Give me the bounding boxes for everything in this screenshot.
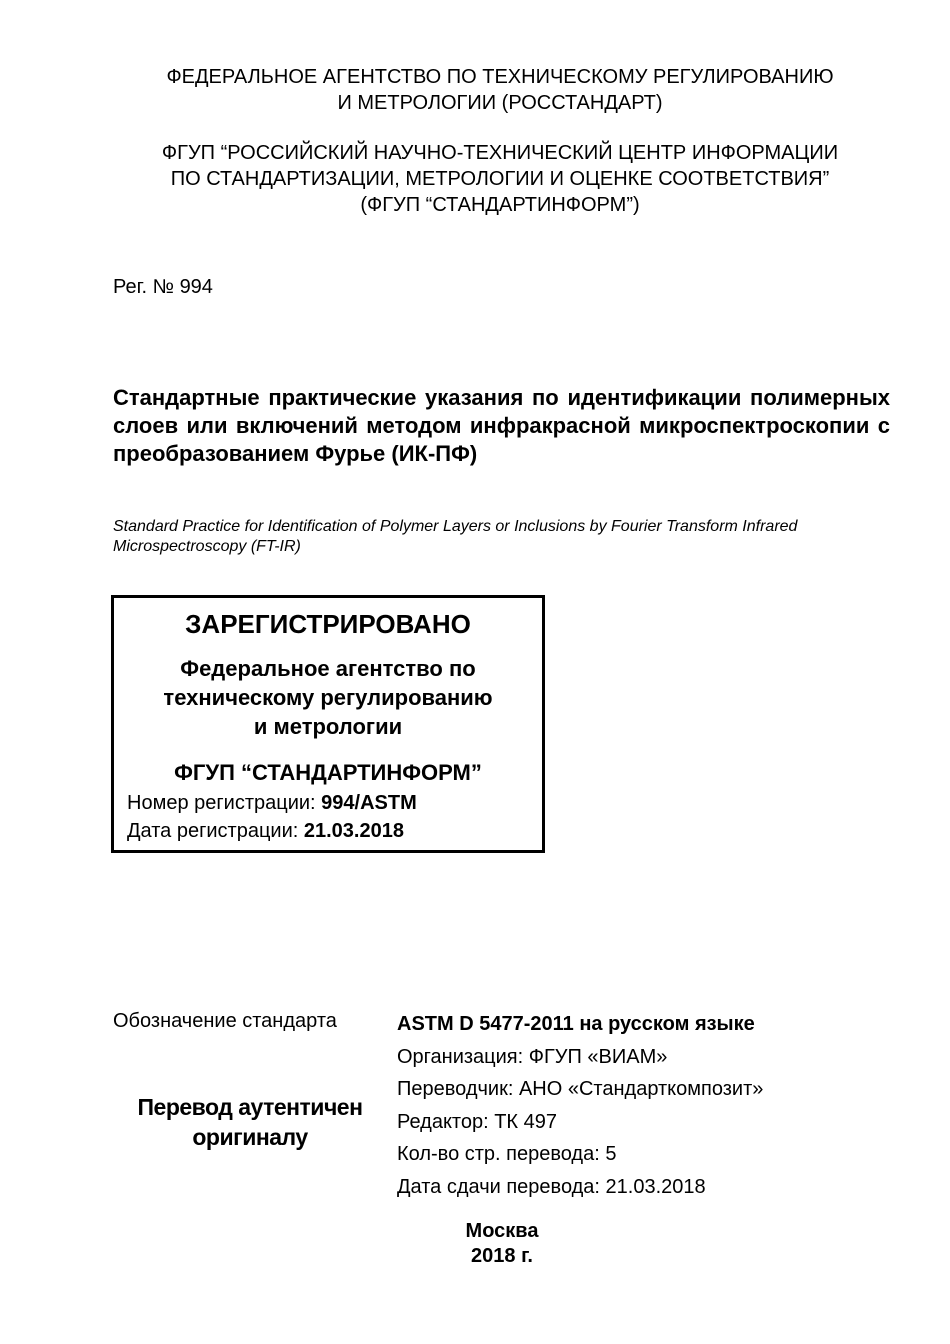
org-line-2: ПО СТАНДАРТИЗАЦИИ, МЕТРОЛОГИИ И ОЦЕНКЕ СООТВЕТСТВИЯ” [170,168,830,190]
document-title-en: Standard Practice for Identification of Polymer Layers or Inclusions by Fourier Transform Infrared Microspectroscopy (FT-IR) [113,518,798,555]
detail-translator: Переводчик: АНО «Стандарткомпозит» [397,1078,764,1100]
document-title-ru: Стандартные практические указания по идентификации полимерных слоев или включений методом инфракрасной микроспектроскопии с преобразованием Фурье (ИК-ПФ) [113,385,890,466]
stamp-registration-number [127,790,417,816]
agency-header [100,64,900,116]
detail-pages: Кол-во стр. перевода: 5 [397,1143,617,1165]
footer [402,1219,602,1269]
detail-date: Дата сдачи перевода: 21.03.2018 [397,1175,706,1198]
detail-editor: Редактор: ТК 497 [397,1110,557,1133]
designation-value: ASTM D 5477-2011 на русском языке [397,1013,755,1035]
footer-year: 2018 г. [471,1245,533,1267]
agency-line-2: И МЕТРОЛОГИИ (РОССТАНДАРТ) [337,92,663,114]
registration-number: Рег. № 994 [113,276,213,298]
stamp-agency-line-3: и метрологии [253,714,403,739]
detail-organization: Организация: ФГУП «ВИАМ» [397,1045,668,1068]
stamp-registration-date [127,818,404,844]
org-line-1: ФГУП “РОССИЙСКИЙ НАУЧНО-ТЕХНИЧЕСКИЙ ЦЕНТР ИНФОРМАЦИИ [161,142,839,164]
translation-details [397,1008,763,1203]
authentic-line-2: оригиналу [192,1124,308,1150]
stamp-agency-line-1: Федеральное агентство по [180,656,476,681]
designation-label: Обозначение стандарта [113,1010,337,1032]
organization-header [100,140,900,218]
registration-stamp [111,595,545,853]
stamp-date-value: 21.03.2018 [303,820,404,842]
org-line-3: (ФГУП “СТАНДАРТИНФОРМ”) [360,194,640,216]
authentic-line-1: Перевод аутентичен [137,1094,363,1120]
stamp-agency [114,654,542,741]
stamp-number-label: Номер регистрации: [127,792,322,814]
authentic-translation-note [120,1092,380,1152]
stamp-organization: ФГУП “СТАНДАРТИНФОРМ” [174,760,482,785]
stamp-agency-line-2: техническому регулированию [163,685,493,710]
footer-city: Москва [465,1220,539,1242]
agency-line-1: ФЕДЕРАЛЬНОЕ АГЕНТСТВО ПО ТЕХНИЧЕСКОМУ РЕГУЛИРОВАНИЮ [166,66,834,88]
stamp-title: ЗАРЕГИСТРИРОВАНО [185,609,471,639]
stamp-date-label: Дата регистрации: [127,820,304,842]
stamp-number-value: 994/ASTM [321,792,417,814]
